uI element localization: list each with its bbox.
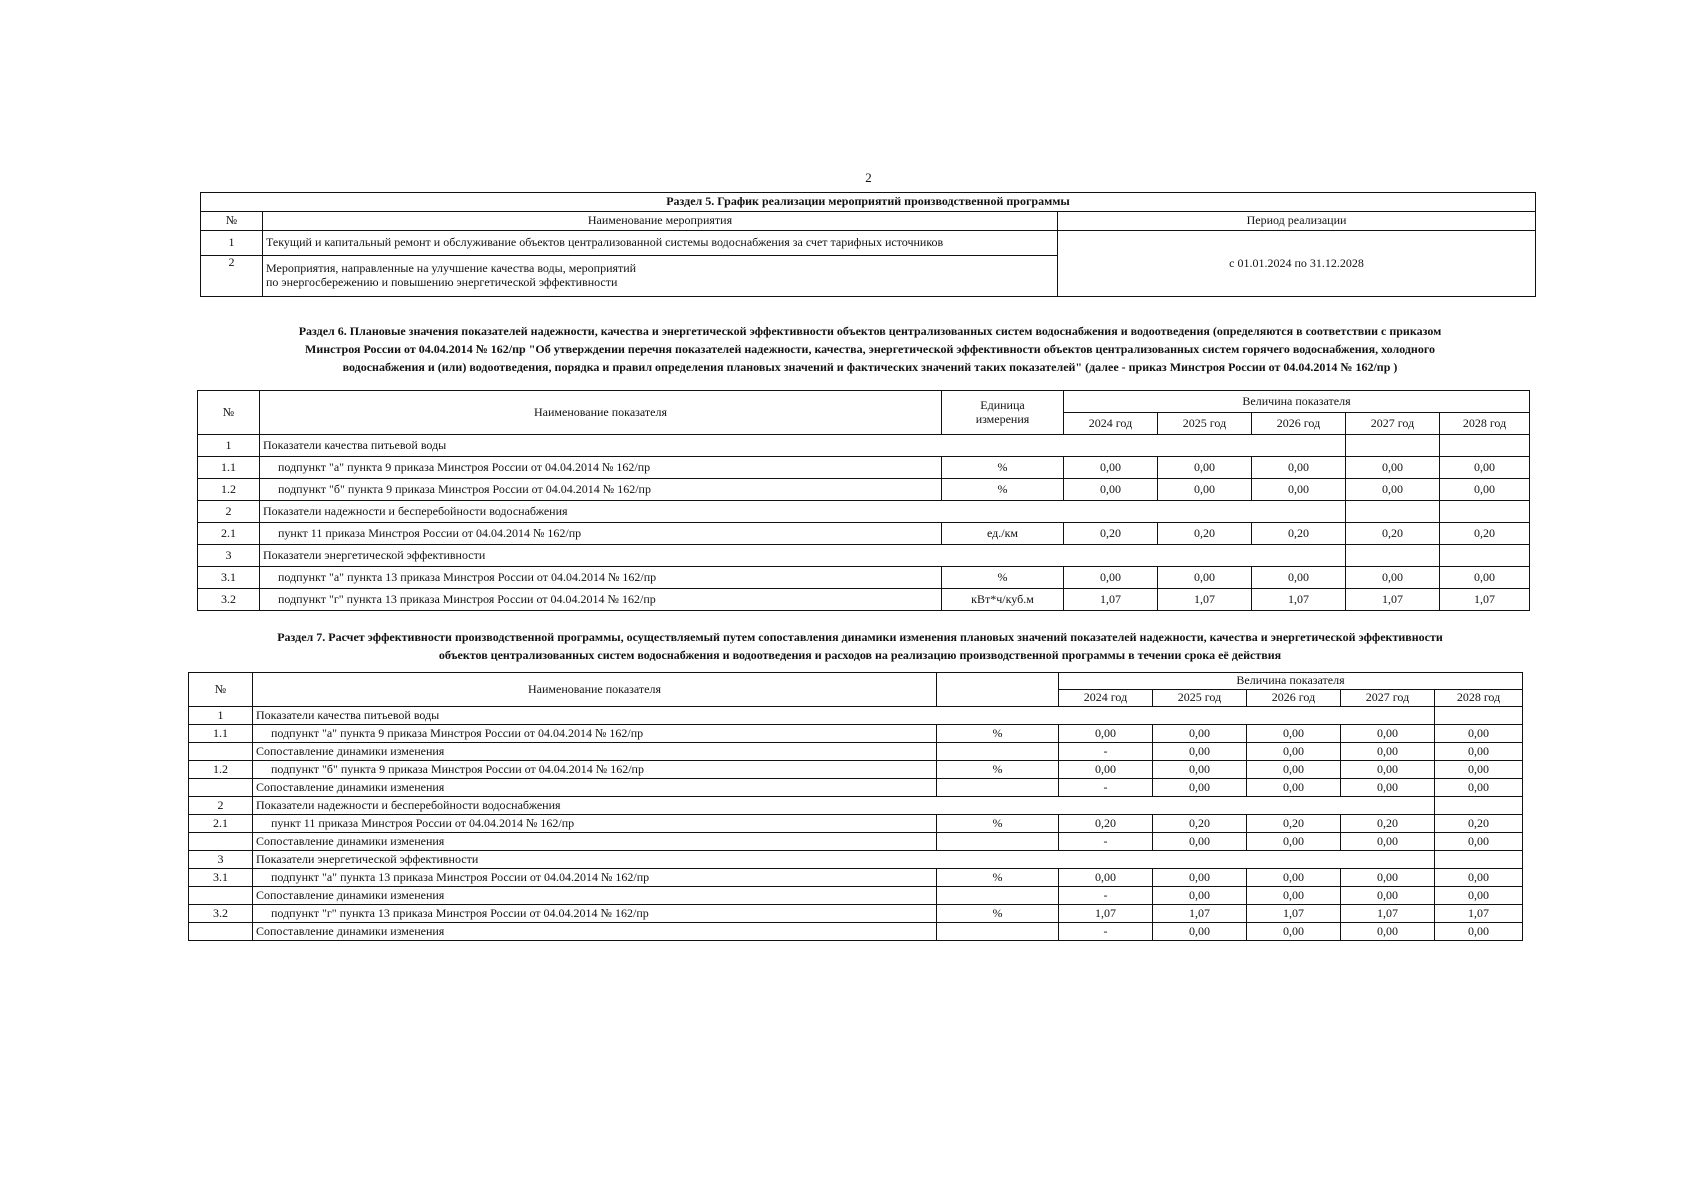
section7-dynamics-cell: 0,00 — [1153, 833, 1247, 851]
section7-group-name: Показатели энергетической эффективности — [253, 851, 1435, 869]
section7-dynamics-cell: 0,00 — [1153, 887, 1247, 905]
section7-value-cell: 0,00 — [1247, 869, 1341, 887]
section7-dynamics-cell: 0,00 — [1247, 887, 1341, 905]
section6-col-value: Величина показателя — [1064, 391, 1530, 413]
section7-empty-cell — [937, 923, 1059, 941]
section7-empty-cell — [1435, 797, 1523, 815]
section6-value-cell: 0,00 — [1064, 479, 1158, 501]
section7-dynamics-cell: 0,00 — [1435, 833, 1523, 851]
section7-value-cell: 0,00 — [1247, 761, 1341, 779]
section7-dynamics-cell: 0,00 — [1435, 779, 1523, 797]
section6-value-cell: 0,20 — [1252, 523, 1346, 545]
section6-row-unit: % — [942, 479, 1064, 501]
section7-row-num: 2 — [189, 797, 253, 815]
section5-period: с 01.01.2024 по 31.12.2028 — [1058, 231, 1536, 297]
section7-empty-cell — [937, 779, 1059, 797]
section7-dynamics-cell: - — [1059, 833, 1153, 851]
section7-value-cell: 0,20 — [1059, 815, 1153, 833]
table-row — [189, 761, 1523, 779]
section7-heading — [190, 628, 1530, 664]
section6-year-header: 2026 год — [1252, 413, 1346, 435]
section7-dynamics-cell: 0,00 — [1435, 923, 1523, 941]
page-number: 2 — [865, 170, 872, 185]
section6-value-cell: 0,00 — [1440, 567, 1530, 589]
section7-value-cell: 0,20 — [1247, 815, 1341, 833]
section5-row-name: Текущий и капитальный ремонт и обслуживание объектов централизованной системы водоснабжения за счет тарифных источников — [263, 231, 1058, 256]
section7-dynamics-cell: - — [1059, 779, 1153, 797]
section7-value-cell: 0,00 — [1341, 725, 1435, 743]
section7-empty-cell — [1435, 707, 1523, 725]
section6-row-unit: % — [942, 567, 1064, 589]
table-row — [198, 567, 1530, 589]
section5-col-period: Период реализации — [1058, 212, 1536, 231]
table-row — [189, 815, 1523, 833]
section6-row-name: подпункт "б" пункта 9 приказа Минстроя России от 04.04.2014 № 162/пр — [260, 479, 942, 501]
section7-value-cell: 1,07 — [1341, 905, 1435, 923]
section7-year-header: 2027 год — [1341, 690, 1435, 707]
section7-dynamics-label: Сопоставление динамики изменения — [253, 923, 937, 941]
table-row — [198, 545, 1530, 567]
section7-dynamics-cell: 0,00 — [1341, 887, 1435, 905]
section7-value-cell: 0,20 — [1153, 815, 1247, 833]
section6-col-name: Наименование показателя — [260, 391, 942, 435]
section7-dynamics-label: Сопоставление динамики изменения — [253, 833, 937, 851]
section6-year-header: 2028 год — [1440, 413, 1530, 435]
section6-value-cell: 0,00 — [1064, 567, 1158, 589]
section7-year-header: 2024 год — [1059, 690, 1153, 707]
section5-row-name-line: Мероприятия, направленные на улучшение качества воды, мероприятий — [266, 261, 637, 276]
section7-dynamics-cell: 0,00 — [1153, 743, 1247, 761]
table-row — [198, 589, 1530, 611]
section6-empty-cell — [1440, 545, 1530, 567]
section6-row-unit: ед./км — [942, 523, 1064, 545]
section6-value-cell: 0,00 — [1346, 479, 1440, 501]
section7-empty-cell — [937, 833, 1059, 851]
section7-dynamics-cell: 0,00 — [1341, 923, 1435, 941]
section7-dynamics-cell: 0,00 — [1341, 779, 1435, 797]
section6-heading-line: Раздел 6. Плановые значения показателей надежности, качества и энергетической эффективности объектов централизованных систем водоснабжения и водоотведения (определяются в соответствии с приказом — [298, 324, 1442, 338]
section6-value-cell: 1,07 — [1440, 589, 1530, 611]
section7-col-name: Наименование показателя — [253, 673, 937, 707]
table-row-dynamics — [189, 779, 1523, 797]
section6-value-cell: 0,00 — [1252, 457, 1346, 479]
section7-dynamics-label: Сопоставление динамики изменения — [253, 887, 937, 905]
section6-row-name: подпункт "а" пункта 9 приказа Минстроя России от 04.04.2014 № 162/пр — [260, 457, 942, 479]
section6-row-num: 1.1 — [198, 457, 260, 479]
section7-year-header: 2026 год — [1247, 690, 1341, 707]
section7-value-cell: 1,07 — [1153, 905, 1247, 923]
section6-value-cell: 0,00 — [1158, 457, 1252, 479]
section6-empty-cell — [1440, 501, 1530, 523]
section5-col-name: Наименование мероприятия — [263, 212, 1058, 231]
section7-dynamics-cell: - — [1059, 923, 1153, 941]
section7-dynamics-cell: - — [1059, 743, 1153, 761]
section6-row-num: 2 — [198, 501, 260, 523]
section7-row-unit: % — [937, 725, 1059, 743]
section7-row-name: подпункт "а" пункта 9 приказа Минстроя России от 04.04.2014 № 162/пр — [253, 725, 937, 743]
section6-value-cell: 0,20 — [1440, 523, 1530, 545]
section7-value-cell: 0,00 — [1341, 869, 1435, 887]
section6-row-num: 2.1 — [198, 523, 260, 545]
section7-empty-cell — [937, 743, 1059, 761]
section7-dynamics-cell: 0,00 — [1435, 743, 1523, 761]
section6-value-cell: 1,07 — [1158, 589, 1252, 611]
section7-value-cell: 0,00 — [1247, 725, 1341, 743]
section7-value-cell: 0,00 — [1059, 761, 1153, 779]
section7-row-name: подпункт "г" пункта 13 приказа Минстроя России от 04.04.2014 № 162/пр — [253, 905, 937, 923]
table-row-dynamics — [189, 887, 1523, 905]
section7-value-cell: 1,07 — [1435, 905, 1523, 923]
section7-dynamics-cell: 0,00 — [1247, 779, 1341, 797]
section6-heading-line: Минстроя России от 04.04.2014 № 162/пр "Об утверждении перечня показателей надежности, качества, энергетической эффективности объектов централизованных систем горячего водоснабжения, холодного — [305, 342, 1435, 356]
section7-value-cell: 0,00 — [1059, 725, 1153, 743]
section5-col-num: № — [201, 212, 263, 231]
section6-col-unit — [942, 391, 1064, 435]
table-row — [198, 435, 1530, 457]
section6-row-name: пункт 11 приказа Минстроя России от 04.04.2014 № 162/пр — [260, 523, 942, 545]
section7-year-header: 2025 год — [1153, 690, 1247, 707]
section7-heading-line: объектов централизованных систем водоснабжения и водоотведения и расходов на реализацию производственной программы в течении срока её действия — [438, 648, 1282, 662]
section7-row-name: подпункт "а" пункта 13 приказа Минстроя России от 04.04.2014 № 162/пр — [253, 869, 937, 887]
table-row — [189, 851, 1523, 869]
section7-row-num: 2.1 — [189, 815, 253, 833]
section7-group-name: Показатели качества питьевой воды — [253, 707, 1435, 725]
section7-empty-cell — [189, 779, 253, 797]
section7-dynamics-label: Сопоставление динамики изменения — [253, 743, 937, 761]
section6-value-cell: 0,00 — [1158, 479, 1252, 501]
section7-dynamics-cell: 0,00 — [1341, 743, 1435, 761]
section7-value-cell: 1,07 — [1059, 905, 1153, 923]
section6-row-name: подпункт "а" пункта 13 приказа Минстроя России от 04.04.2014 № 162/пр — [260, 567, 942, 589]
section5-row-name — [263, 256, 1058, 297]
section7-value-cell: 0,00 — [1341, 761, 1435, 779]
section7-value-cell: 0,00 — [1059, 869, 1153, 887]
section7-value-cell: 0,00 — [1435, 869, 1523, 887]
section5-row-name-line: по энергосбережению и повышению энергетической эффективности — [266, 275, 618, 289]
section5-table — [200, 192, 1536, 297]
section7-dynamics-cell: 0,00 — [1153, 923, 1247, 941]
section7-empty-cell — [937, 887, 1059, 905]
section5-row-num: 1 — [201, 231, 263, 256]
section6-value-cell: 0,00 — [1440, 457, 1530, 479]
section7-dynamics-cell: 0,00 — [1341, 833, 1435, 851]
section7-value-cell: 0,00 — [1153, 725, 1247, 743]
section7-col-unit — [937, 673, 1059, 707]
section6-table — [197, 390, 1530, 611]
section7-year-header: 2028 год — [1435, 690, 1523, 707]
section7-value-cell: 0,00 — [1435, 725, 1523, 743]
section6-value-cell: 0,00 — [1346, 567, 1440, 589]
section7-dynamics-cell: 0,00 — [1247, 743, 1341, 761]
section6-value-cell: 0,20 — [1158, 523, 1252, 545]
section7-heading-line: Раздел 7. Расчет эффективности производственной программы, осуществляемый путем сопоставления динамики изменения плановых значений показателей надежности, качества и энергетической эффективности — [277, 630, 1443, 644]
section7-empty-cell — [1435, 851, 1523, 869]
section6-value-cell: 0,00 — [1440, 479, 1530, 501]
section7-value-cell: 0,00 — [1153, 869, 1247, 887]
section6-year-header: 2027 год — [1346, 413, 1440, 435]
section7-row-num: 3.1 — [189, 869, 253, 887]
section6-value-cell: 0,00 — [1252, 567, 1346, 589]
section7-empty-cell — [189, 743, 253, 761]
section6-value-cell: 0,20 — [1346, 523, 1440, 545]
section6-group-name: Показатели качества питьевой воды — [260, 435, 1346, 457]
section7-row-num: 1 — [189, 707, 253, 725]
table-row — [189, 725, 1523, 743]
section7-row-unit: % — [937, 815, 1059, 833]
section5-title: Раздел 5. График реализации мероприятий производственной программы — [201, 193, 1536, 212]
section6-row-num: 3.1 — [198, 567, 260, 589]
section7-dynamics-cell: 0,00 — [1247, 923, 1341, 941]
table-row — [198, 523, 1530, 545]
section7-value-cell: 0,20 — [1341, 815, 1435, 833]
section6-col-num: № — [198, 391, 260, 435]
section7-empty-cell — [189, 887, 253, 905]
section6-col-unit-line: измерения — [975, 411, 1030, 426]
section6-row-num: 3.2 — [198, 589, 260, 611]
table-row-dynamics — [189, 743, 1523, 761]
section7-row-name: пункт 11 приказа Минстроя России от 04.04.2014 № 162/пр — [253, 815, 937, 833]
section7-row-num: 1.2 — [189, 761, 253, 779]
section6-value-cell: 1,07 — [1064, 589, 1158, 611]
section7-empty-cell — [189, 923, 253, 941]
section6-value-cell: 1,07 — [1252, 589, 1346, 611]
section7-value-cell: 0,20 — [1435, 815, 1523, 833]
section6-value-cell: 1,07 — [1346, 589, 1440, 611]
section7-value-cell: 0,00 — [1153, 761, 1247, 779]
section7-col-value: Величина показателя — [1059, 673, 1523, 690]
section6-heading — [200, 322, 1540, 376]
section7-row-num: 1.1 — [189, 725, 253, 743]
section7-empty-cell — [189, 833, 253, 851]
section7-col-num: № — [189, 673, 253, 707]
section6-col-unit-line: Единица — [980, 397, 1025, 412]
table-row — [189, 797, 1523, 815]
section6-empty-cell — [1346, 545, 1440, 567]
section6-group-name: Показатели энергетической эффективности — [260, 545, 1346, 567]
section5-row-num: 2 — [201, 256, 263, 297]
section6-empty-cell — [1346, 435, 1440, 457]
table-row — [189, 869, 1523, 887]
section7-dynamics-cell: 0,00 — [1247, 833, 1341, 851]
section6-row-unit: кВт*ч/куб.м — [942, 589, 1064, 611]
section7-dynamics-label: Сопоставление динамики изменения — [253, 779, 937, 797]
section6-year-header: 2024 год — [1064, 413, 1158, 435]
section7-value-cell: 1,07 — [1247, 905, 1341, 923]
table-row — [189, 905, 1523, 923]
section7-dynamics-cell: 0,00 — [1435, 887, 1523, 905]
section6-value-cell: 0,00 — [1252, 479, 1346, 501]
section6-group-name: Показатели надежности и бесперебойности водоснабжения — [260, 501, 1346, 523]
section7-value-cell: 0,00 — [1435, 761, 1523, 779]
section6-value-cell: 0,00 — [1064, 457, 1158, 479]
section6-empty-cell — [1440, 435, 1530, 457]
table-row — [189, 707, 1523, 725]
section7-row-num: 3 — [189, 851, 253, 869]
table-row — [198, 501, 1530, 523]
section6-value-cell: 0,20 — [1064, 523, 1158, 545]
section6-empty-cell — [1346, 501, 1440, 523]
section7-dynamics-cell: - — [1059, 887, 1153, 905]
table-row — [198, 479, 1530, 501]
section7-row-unit: % — [937, 869, 1059, 887]
section6-row-name: подпункт "г" пункта 13 приказа Минстроя России от 04.04.2014 № 162/пр — [260, 589, 942, 611]
section6-row-num: 1 — [198, 435, 260, 457]
section6-row-num: 1.2 — [198, 479, 260, 501]
section7-table — [188, 672, 1523, 941]
section6-value-cell: 0,00 — [1158, 567, 1252, 589]
table-row-dynamics — [189, 833, 1523, 851]
section7-group-name: Показатели надежности и бесперебойности водоснабжения — [253, 797, 1435, 815]
section6-heading-line: водоснабжения и (или) водоотведения, порядка и правил определения плановых значений и фактических значений таких показателей" (далее - приказ Минстроя России от 04.04.2014 № 162/пр ) — [342, 360, 1398, 374]
section6-row-num: 3 — [198, 545, 260, 567]
table-row — [198, 457, 1530, 479]
section7-row-unit: % — [937, 761, 1059, 779]
section7-dynamics-cell: 0,00 — [1153, 779, 1247, 797]
section6-row-unit: % — [942, 457, 1064, 479]
section7-row-unit: % — [937, 905, 1059, 923]
section6-value-cell: 0,00 — [1346, 457, 1440, 479]
table-row-dynamics — [189, 923, 1523, 941]
section6-year-header: 2025 год — [1158, 413, 1252, 435]
section7-row-name: подпункт "б" пункта 9 приказа Минстроя России от 04.04.2014 № 162/пр — [253, 761, 937, 779]
section7-row-num: 3.2 — [189, 905, 253, 923]
